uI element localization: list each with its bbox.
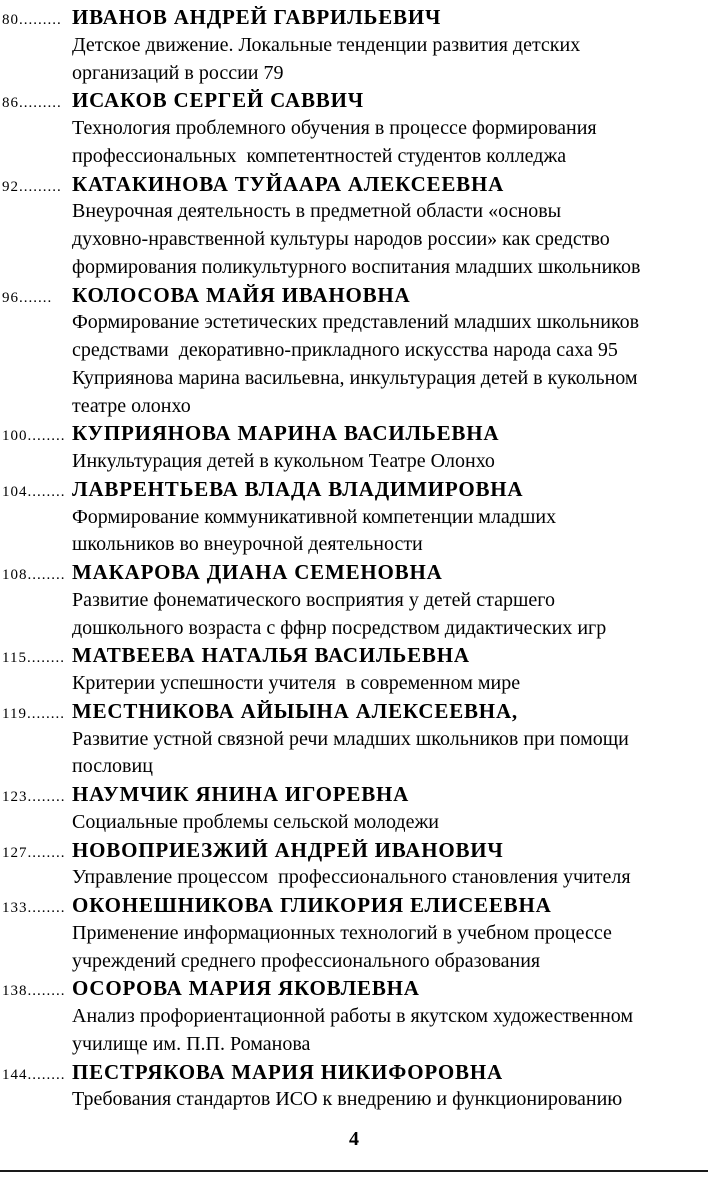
entry-author-name: ОСОРОВА МАРИЯ ЯКОВЛЕВНА	[72, 976, 420, 1001]
entry-content	[72, 975, 708, 1058]
entry-title-line: Развитие устной связной речи младших школьников при помощи	[72, 727, 629, 750]
entry-page-leader: 123........	[2, 789, 66, 805]
entry-title-line: пословиц	[72, 755, 153, 778]
entry-author-name: МЕСТНИКОВА АЙЫЫНА АЛЕКСЕЕВНА,	[72, 698, 518, 723]
entry-page-leader: 80.........	[2, 12, 62, 28]
entry-content	[72, 171, 708, 282]
toc-entry	[0, 698, 708, 781]
toc-entry	[0, 892, 708, 975]
entry-title-line: Социальные проблемы сельской молодежи	[72, 810, 440, 833]
entry-page-leader: 119........	[2, 705, 65, 722]
entry-page-leader: 127........	[2, 844, 66, 861]
entry-content	[72, 892, 708, 975]
entry-title-line: профессиональных компетентностей студентов колледжа	[72, 144, 567, 167]
entry-page-leader: 144........	[2, 1066, 66, 1083]
entry-page-leader: 108........	[2, 567, 66, 583]
entry-content	[72, 837, 708, 893]
toc-entry	[0, 975, 708, 1058]
entry-title-line: Требования стандартов ИСО к внедрению и функционированию	[72, 1088, 623, 1111]
entry-title-line: Анализ профориентационной работы в якутском художественном	[72, 1005, 634, 1027]
entry-content	[72, 781, 708, 837]
entry-content	[72, 559, 708, 642]
entry-author-name: НОВОПРИЕЗЖИЙ АНДРЕЙ ИВАНОВИЧ	[72, 837, 504, 862]
entry-author-name: ИСАКОВ СЕРГЕЙ САВВИЧ	[72, 88, 364, 113]
entry-title-line: Внеурочная деятельность в предметной области «основы	[72, 200, 562, 223]
entry-title-line: Применение информационных технологий в учебном процессе	[72, 921, 612, 944]
toc-entry	[0, 1059, 708, 1115]
toc-entry	[0, 837, 708, 893]
entry-content	[72, 4, 708, 87]
entry-page-leader: 115........	[2, 650, 65, 667]
entry-content	[72, 87, 708, 170]
entry-title-line: Развитие фонематического восприятия у детей старшего	[72, 588, 555, 611]
toc-entry	[0, 781, 708, 837]
toc-entry	[0, 420, 708, 476]
entry-title-line: Управление процессом профессионального становления учителя	[72, 866, 631, 889]
entry-content	[72, 698, 708, 781]
footer-rule	[0, 1170, 708, 1172]
entry-title-line: организаций в россии 79	[72, 61, 284, 84]
entry-author-name: КАТАКИНОВА ТУЙААРА АЛЕКСЕЕВНА	[72, 171, 505, 196]
entry-title-line: средствами декоративно-прикладного искусства народа саха 95	[72, 339, 618, 361]
entry-author-name: НАУМЧИК ЯНИНА ИГОРЕВНА	[72, 782, 410, 806]
footer-page-number: 4	[349, 1128, 359, 1150]
toc-entry	[0, 559, 708, 642]
entry-author-name: КУПРИЯНОВА МАРИНА ВАСИЛЬЕВНА	[72, 421, 500, 446]
entry-content	[72, 1059, 708, 1115]
entry-page-leader: 104........	[2, 483, 66, 500]
entry-author-name: ОКОНЕШНИКОВА ГЛИКОРИЯ ЕЛИСЕЕВНА	[72, 893, 552, 917]
toc-entry	[0, 171, 708, 282]
entry-page-leader: 92.........	[2, 178, 62, 195]
entry-author-name: ПЕСТРЯКОВА МАРИЯ НИКИФОРОВНА	[72, 1059, 503, 1084]
entry-page-leader: 138........	[2, 983, 66, 1000]
entry-title-line: Детское движение. Локальные тенденции развития детских	[72, 33, 581, 56]
entry-title-line: формирования поликультурного воспитания младших школьников	[72, 255, 641, 278]
entry-title-line: духовно-нравственной культуры народов россии» как средство	[72, 228, 610, 250]
entry-title-line: театре олонхо	[72, 394, 191, 417]
entry-title-line: Куприянова марина васильевна, инкультурация детей в кукольном	[72, 366, 638, 389]
entry-author-name: ЛАВРЕНТЬЕВА ВЛАДА ВЛАДИМИРОВНА	[72, 476, 524, 501]
entry-title-line: училище им. П.П. Романова	[72, 1032, 311, 1055]
entry-page-leader: 86.........	[2, 95, 62, 112]
entry-content	[72, 642, 708, 698]
toc-list	[0, 4, 708, 1114]
entry-page-leader: 100........	[2, 428, 66, 445]
toc-entry	[0, 87, 708, 170]
entry-content	[72, 476, 708, 559]
entry-title-line: Инкультурация детей в кукольном Театре Олонхо	[72, 450, 495, 472]
entry-content	[72, 282, 708, 421]
entry-title-line: Формирование коммуникативной компетенции младших	[72, 505, 557, 528]
toc-entry	[0, 4, 708, 87]
toc-entry	[0, 642, 708, 698]
toc-entry	[0, 282, 708, 421]
entry-author-name: ИВАНОВ АНДРЕЙ ГАВРИЛЬЕВИЧ	[72, 5, 442, 29]
entry-content	[72, 420, 708, 476]
entry-title-line: Формирование эстетических представлений младших школьников	[72, 311, 640, 334]
entry-title-line: дошкольного возраста с ффнр посредством дидактических игр	[72, 616, 607, 639]
entry-author-name: КОЛОСОВА МАЙЯ ИВАНОВНА	[72, 282, 411, 307]
entry-title-line: Критерии успешности учителя в современном мире	[72, 672, 521, 694]
entry-author-name: МАКАРОВА ДИАНА СЕМЕНОВНА	[72, 560, 443, 584]
entry-title-line: Технология проблемного обучения в процессе формирования	[72, 117, 597, 139]
entry-title-line: учреждений среднего профессионального образования	[72, 949, 541, 972]
entry-page-leader: 96.......	[2, 289, 53, 306]
entry-page-leader: 133........	[2, 900, 66, 916]
toc-entry	[0, 476, 708, 559]
entry-author-name: МАТВЕЕВА НАТАЛЬЯ ВАСИЛЬЕВНА	[72, 643, 470, 668]
entry-title-line: школьников во внеурочной деятельности	[72, 533, 423, 556]
